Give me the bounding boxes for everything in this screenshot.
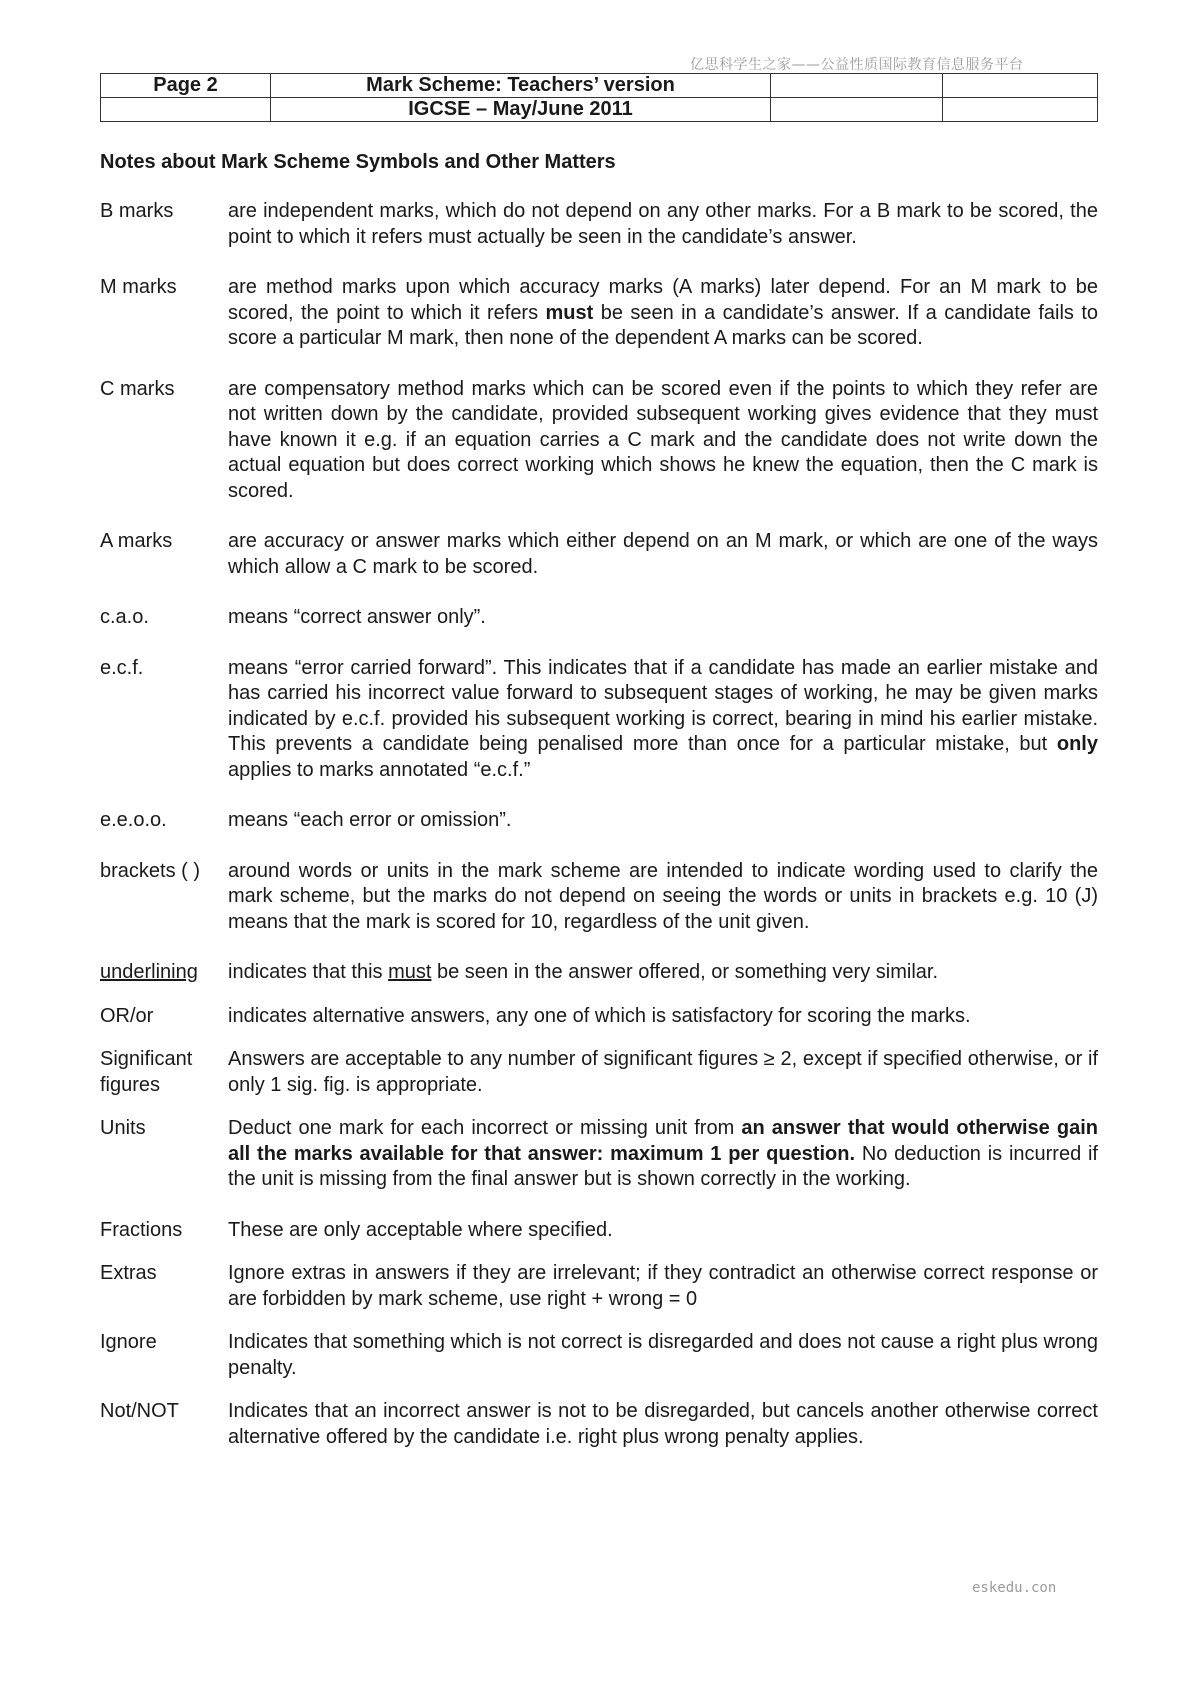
note-brackets — [100, 859, 1098, 936]
text-span: indicates that this — [228, 961, 383, 983]
note-term: B marks — [100, 200, 174, 222]
note-description — [228, 275, 1098, 352]
note-term: Not/NOT — [100, 1400, 179, 1422]
note-term: Extras — [100, 1262, 157, 1284]
note-or — [100, 1004, 1098, 1030]
note-cao — [100, 605, 1098, 631]
note-c-marks — [100, 377, 1098, 505]
note-b-marks — [100, 199, 1098, 250]
note-description: These are only acceptable where specified. — [228, 1218, 613, 1241]
note-term: Units — [100, 1117, 146, 1139]
note-term: OR/or — [100, 1004, 154, 1027]
note-term: M marks — [100, 276, 177, 298]
header-empty-cell — [943, 98, 1098, 122]
note-term: C marks — [100, 377, 175, 400]
note-description: are independent marks, which do not depend on any other marks. For a B mark to be scored, the point to which it refers must actually be seen in the candidate’s answer. — [228, 200, 1098, 248]
note-m-marks — [100, 275, 1098, 352]
text-span: No deduction is incurred if the unit is missing from the final answer but is shown correctly in the working. — [228, 1142, 1098, 1190]
exam-session: IGCSE – May/June 2011 — [271, 98, 771, 122]
note-description: around words or units in the mark scheme are intended to indicate wording used to clarify the mark scheme, but the marks do not depend on seeing the words or units in brackets e.g. 10 (J) means that the mark is scored for 10, regardless of the unit given. — [228, 859, 1098, 933]
note-underlining — [100, 960, 1098, 986]
text-span: be seen in a candidate’s answer. If a candidate fails to score a particular M mark, then none of the dependent A marks can be scored. — [228, 301, 1098, 349]
term-line: figures — [100, 1073, 161, 1096]
note-ecf — [100, 656, 1098, 784]
note-extras — [100, 1261, 1098, 1312]
term-line: Significant — [100, 1048, 193, 1070]
note-description — [228, 656, 1098, 784]
bold-text: an answer that would otherwise gain all the marks available for that answer: maximum 1 per question. — [228, 1117, 1098, 1165]
note-term: underlining — [100, 961, 198, 983]
bold-text: must — [545, 301, 594, 324]
underlined-text: must — [388, 961, 432, 983]
text-span: are method marks upon which accuracy marks (A marks) later depend. For an M mark to be scored, the point to which it refers — [228, 276, 1098, 324]
page-header-table — [100, 73, 1098, 122]
note-ignore — [100, 1330, 1098, 1381]
header-empty-cell — [943, 74, 1098, 98]
note-description: are compensatory method marks which can be scored even if the points to which they refer are not written down by the candidate, provided subsequent working gives evidence that they must have known it e.g. if an equation carries a C mark and the candidate does not write down the actual equation but does correct working which shows he knew the equation, then the C mark is scored. — [228, 377, 1098, 502]
note-term: Ignore — [100, 1331, 157, 1353]
note-term — [100, 1047, 228, 1098]
note-description: means “correct answer only”. — [228, 606, 486, 628]
header-empty-cell — [101, 98, 271, 122]
text-span: Deduct one mark for each incorrect or missing unit from — [228, 1117, 735, 1139]
text-span: applies to marks annotated “e.c.f.” — [228, 758, 531, 781]
header-empty-cell — [771, 74, 943, 98]
note-description: are accuracy or answer marks which either depend on an M mark, or which are one of the ways which allow a C mark to be scored. — [228, 530, 1098, 578]
section-heading: Notes about Mark Scheme Symbols and Other Matters — [100, 151, 616, 173]
note-description: Answers are acceptable to any number of significant figures ≥ 2, except if specified otherwise, or if only 1 sig. fig. is appropriate. — [228, 1048, 1098, 1096]
notes-list — [100, 199, 1098, 1450]
note-fractions — [100, 1218, 1098, 1244]
footer-url: eskedu.con — [972, 1580, 1057, 1596]
note-description: means “each error or omission”. — [228, 809, 512, 831]
note-description — [228, 960, 1098, 986]
bold-text: only — [1056, 733, 1098, 755]
note-term: Fractions — [100, 1218, 183, 1241]
note-term: A marks — [100, 530, 173, 552]
note-term: e.e.o.o. — [100, 809, 167, 831]
watermark-text: 亿思科学生之家——公益性质国际教育信息服务平台 — [690, 57, 1024, 73]
note-a-marks — [100, 529, 1098, 580]
note-not — [100, 1399, 1098, 1450]
note-term: c.a.o. — [100, 606, 149, 628]
note-description: Indicates that an incorrect answer is not to be disregarded, but cancels another otherwise correct alternative offered by the candidate i.e. right plus wrong penalty applies. — [228, 1400, 1098, 1448]
note-units — [100, 1116, 1098, 1193]
note-eeoo — [100, 808, 1098, 834]
note-description: Ignore extras in answers if they are irrelevant; if they contradict an otherwise correct response or are forbidden by mark scheme, use right + wrong = 0 — [228, 1262, 1098, 1310]
page-number: Page 2 — [101, 74, 271, 98]
text-span: means “error carried forward”. This indicates that if a candidate has made an earlier mistake and has carried his incorrect value forward to subsequent stages of working, he may be given marks indicated by e.c.f. provided his subsequent working is correct, bearing in mind his earlier mistake. This prevents a candidate being penalised more than once for a particular mistake, but — [228, 656, 1098, 755]
note-significant-figures — [100, 1047, 1098, 1098]
note-term: e.c.f. — [100, 656, 144, 679]
note-description — [228, 1116, 1098, 1193]
document-title: Mark Scheme: Teachers’ version — [271, 74, 771, 98]
note-term: brackets ( ) — [100, 859, 201, 882]
note-description: indicates alternative answers, any one of which is satisfactory for scoring the marks. — [228, 1004, 971, 1027]
note-description: Indicates that something which is not correct is disregarded and does not cause a right plus wrong penalty. — [228, 1331, 1098, 1379]
text-span: be seen in the answer offered, or something very similar. — [437, 961, 938, 983]
header-empty-cell — [771, 98, 943, 122]
